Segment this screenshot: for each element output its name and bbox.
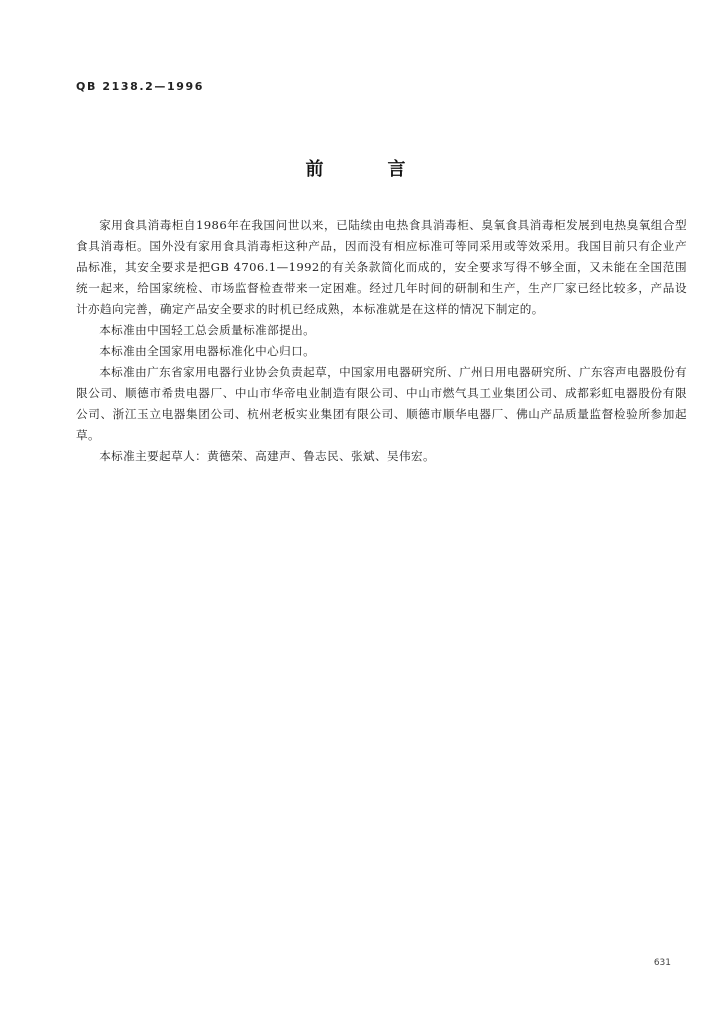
paragraph-background: 家用食具消毒柜自1986年在我国问世以来，已陆续由电热食具消毒柜、臭氧食具消毒柜发展到电热臭氧组合型食具消毒柜。国外没有家用食具消毒柜这种产品，因而没有相应标准可等同采用或等效采用。我国目前只有企业产品标准，其安全要求是把GB 4706.1—1992的有关条款简化而成的，安全要求写得不够全面，又未能在全国范围统一起来，给国家统检、市场监督检查带来一定困难。经过几年时间的研制和生产，生产厂家已经比较多，产品设计亦趋向完善，确定产品安全要求的时机已经成熟，本标准就是在这样的情况下制定的。 <box>76 218 687 316</box>
page-number: 631 <box>653 958 671 968</box>
paragraph-main-drafters: 本标准主要起草人：黄德荣、高建声、鲁志民、张斌、吴伟宏。 <box>99 449 436 463</box>
title-char-1: 前 <box>305 159 324 180</box>
paragraph-drafting-organizations: 本标准由广东省家用电器行业协会负责起草，中国家用电器研究所、广州日用电器研究所、广东容声电器股份有限公司、顺德市希贵电器厂、中山市华帝电业制造有限公司、中山市燃气具工业集团公司、成都彩虹电器股份有限公司、浙江玉立电器集团公司、杭州老板实业集团有限公司、顺德市顺华电器厂、佛山产品质量监督检验所参加起草。 <box>76 365 687 442</box>
title-char-2: 言 <box>387 159 406 180</box>
paragraph-proposed-by: 本标准由中国轻工总会质量标准部提出。 <box>99 323 316 337</box>
page-title <box>0 155 711 181</box>
paragraph-centralized-by: 本标准由全国家用电器标准化中心归口。 <box>99 344 316 358</box>
foreword-body <box>76 215 687 467</box>
standard-number: QB 2138.2—1996 <box>76 80 205 93</box>
